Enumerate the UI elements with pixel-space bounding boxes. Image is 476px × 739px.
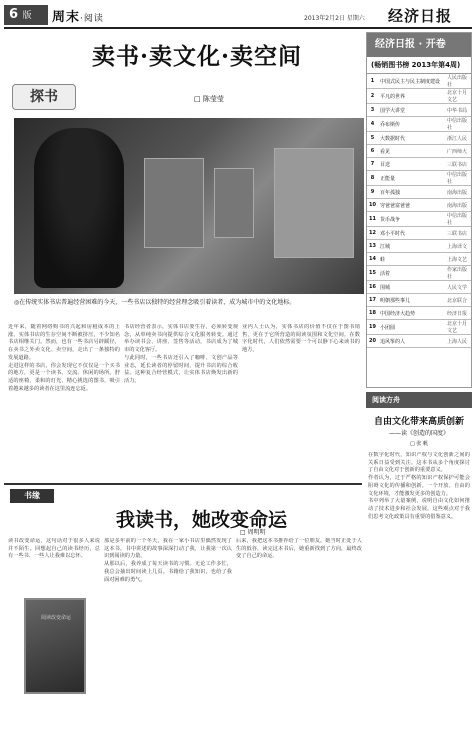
publisher: 人民文学 xyxy=(445,281,471,294)
rank-number: 12 xyxy=(367,227,378,240)
publisher: 三联书店 xyxy=(445,158,471,171)
publisher: 上海文艺 xyxy=(445,253,471,266)
article2-column xyxy=(104,538,232,734)
paragraph: 读书改变命运，这句话对于很多人来说并不陌生。回想起自己的读书经历，总有一些书、一些人让我难以忘怀。 xyxy=(8,538,100,560)
book-title: 活着 xyxy=(378,266,445,281)
ranking-row xyxy=(367,117,471,132)
page-header xyxy=(4,3,472,29)
book-title: 乔布斯传 xyxy=(378,117,445,132)
rank-number: 20 xyxy=(367,335,378,348)
ranking-row xyxy=(367,89,471,104)
paragraph: 在数字化时代，知识产权与文化创新之间的关系日益受到关注。这本书从多个角度探讨了自由文化对于创新的重要意义。 xyxy=(368,452,470,474)
article1-column xyxy=(242,324,360,480)
book-title: 中国式民主与民主制度建设 xyxy=(378,74,445,89)
rank-number: 14 xyxy=(367,253,378,266)
ranking-row xyxy=(367,266,471,281)
ranking-row xyxy=(367,307,471,320)
right-article-title: 自由文化带来高质创新 xyxy=(373,417,464,427)
book-title: 看见 xyxy=(378,145,445,158)
book-title: 邓小平时代 xyxy=(378,227,445,240)
right-article-body xyxy=(368,452,470,734)
sidebar-header: 经济日报 · 开卷 xyxy=(367,33,471,57)
rank-number: 13 xyxy=(367,240,378,253)
bestseller-sidebar xyxy=(366,32,472,388)
page-number-badge xyxy=(4,5,48,25)
publisher: 广西师大 xyxy=(445,145,471,158)
ranking-row xyxy=(367,145,471,158)
book-cover-image xyxy=(24,598,86,694)
rank-number: 3 xyxy=(367,104,378,117)
paragraph: 作者认为，过于严格的知识产权保护可能会阻碍文化的传播和创新。一个开放、自由的文化环境，才能激发更多的创造力。 xyxy=(368,475,470,497)
sidebar-subheader: (畅销图书榜 2013年第4周) xyxy=(367,57,471,74)
publisher: 南海出版 xyxy=(445,199,471,212)
rank-number: 15 xyxy=(367,266,378,281)
publisher: 经济日报 xyxy=(445,307,471,320)
book-title: 百年孤独 xyxy=(378,186,445,199)
issue-date: 2013年2月2日 星期六 xyxy=(304,15,365,22)
section-sub: ·阅读 xyxy=(80,14,104,24)
column-label: 探书 xyxy=(12,84,76,110)
publisher: 人民出版社 xyxy=(445,74,471,89)
ranking-row xyxy=(367,240,471,253)
section-name: 周末 xyxy=(52,10,81,25)
paragraph: 书中列举了大量案例，说明自由文化如何推动了技术进步和社会发展。这些观点对于我们思考文化政策具有重要的借鉴意义。 xyxy=(368,498,470,520)
right-article-subtitle: ——读《创造的国度》 xyxy=(388,430,449,437)
book-title: 围城 xyxy=(378,281,445,294)
book-title: 追风筝的人 xyxy=(378,335,445,348)
paragraph: 近年来，随着网络购书的兴起和房租成本的上涨，实体书店的生存空间不断被挤压，不少知名书店相继关门。然而，也有一些书店另辟蹊径，在卖书之外卖文化、卖空间，走出了一条独特的发展道路。 xyxy=(8,324,120,361)
book-title: 大数据时代 xyxy=(378,132,445,145)
ranking-row xyxy=(367,186,471,199)
ranking-row xyxy=(367,281,471,294)
article1-column xyxy=(124,324,238,480)
right-column-header: 阅读方舟 xyxy=(366,392,472,408)
rank-number: 5 xyxy=(367,132,378,145)
rank-number: 16 xyxy=(367,281,378,294)
paragraph: 业内人士认为，实体书店的价值不仅在于图书销售，更在于它所营造的阅读氛围和文化空间。在数字化时代，人们依然需要一个可以静下心来读书的地方。 xyxy=(242,324,360,354)
rank-number: 11 xyxy=(367,212,378,227)
publisher: 中信出版社 xyxy=(445,171,471,186)
book-title: 江城 xyxy=(378,240,445,253)
rank-number: 7 xyxy=(367,158,378,171)
book-title: 明朝那些事儿 xyxy=(378,294,445,307)
publisher: 北京十月文艺 xyxy=(445,89,471,104)
publisher: 上海译文 xyxy=(445,240,471,253)
section-title xyxy=(52,6,104,25)
right-article-author: □ 张 帆 xyxy=(410,441,428,447)
publisher: 作家出版社 xyxy=(445,266,471,281)
book-title: 货币战争 xyxy=(378,212,445,227)
rank-number: 6 xyxy=(367,145,378,158)
article1-title: 卖书·卖文化·卖空间 xyxy=(92,43,303,70)
publisher: 浙江人民 xyxy=(445,132,471,145)
article1-header xyxy=(4,32,362,322)
book-title: 正能量 xyxy=(378,171,445,186)
paragraph: 那是多年前的一个冬天，我在一家小书店里偶然发现了这本书。书中讲述的故事深深打动了我，让我第一次认识到阅读的力量。 xyxy=(104,538,232,560)
bookshelf xyxy=(144,158,204,248)
publisher: 三联书店 xyxy=(445,227,471,240)
ranking-row xyxy=(367,294,471,307)
paragraph: 从那以后，我养成了每天读书的习惯。无论工作多忙，我总会抽出时间读上几页。书籍给了我知识，也给了我面对困难的勇气。 xyxy=(104,561,232,583)
rank-number: 2 xyxy=(367,89,378,104)
ranking-row xyxy=(367,158,471,171)
paper-name: 经济日报 xyxy=(388,7,453,25)
ranking-row xyxy=(367,320,471,335)
article1-author: □ 陈莹莹 xyxy=(194,95,224,103)
publisher: 北京联合 xyxy=(445,294,471,307)
bookstore-photo xyxy=(14,118,364,294)
article1-column xyxy=(8,324,120,480)
page-number: 6 xyxy=(9,7,19,22)
publisher: 北京十月文艺 xyxy=(445,320,471,335)
bookshelf xyxy=(274,148,354,258)
publisher: 中信出版社 xyxy=(445,117,471,132)
rank-number: 1 xyxy=(367,74,378,89)
publisher: 中华书局 xyxy=(445,104,471,117)
rank-number: 8 xyxy=(367,171,378,186)
book-title: 国学大讲堂 xyxy=(378,104,445,117)
article2-author: □ 周明明 xyxy=(240,529,266,536)
book-title: 蛙 xyxy=(378,253,445,266)
book-title: 平凡的世界 xyxy=(378,89,445,104)
ranking-row xyxy=(367,132,471,145)
paragraph: 与此同时，一些书店还引入了咖啡、文创产品等业态，延长读者的停留时间，提升书店的综合收益。这种复合经营模式，让实体书店焕发出新的活力。 xyxy=(124,354,238,384)
photo-caption: ◎在传统实体书店普遍经营困难的今天，一些书店以独特的经营理念吸引着读者，成为城市中的文化地标。 xyxy=(14,299,296,306)
thinker-statue xyxy=(34,128,124,288)
publisher: 南海出版 xyxy=(445,186,471,199)
article2-label: 书缘 xyxy=(10,489,54,503)
ranking-row xyxy=(367,171,471,186)
rank-number: 19 xyxy=(367,320,378,335)
rank-number: 9 xyxy=(367,186,378,199)
ranking-row xyxy=(367,74,471,89)
bookshelf xyxy=(214,168,254,238)
publisher: 中信出版社 xyxy=(445,212,471,227)
publisher: 上海人民 xyxy=(445,335,471,348)
article2-title: 我读书，她改变命运 xyxy=(116,509,288,531)
rank-number: 17 xyxy=(367,294,378,307)
article2-header xyxy=(4,483,362,536)
rank-number: 10 xyxy=(367,199,378,212)
article2-column xyxy=(236,538,362,734)
ranking-row xyxy=(367,199,471,212)
book-cover-title: 阅读改变命运 xyxy=(40,615,71,621)
page-suffix: 版 xyxy=(22,11,32,21)
paragraph: 书店经营者表示，实体书店要生存，必须转变观念，从单纯卖书向提供综合文化服务转变。通过举办读书会、讲座、签售等活动，书店成为了城市的文化客厅。 xyxy=(124,324,238,354)
ranking-row xyxy=(367,335,471,348)
book-title: 中国经济大趋势 xyxy=(378,307,445,320)
article2-column xyxy=(8,538,100,594)
ranking-row xyxy=(367,104,471,117)
rank-number: 4 xyxy=(367,117,378,132)
book-title: 目送 xyxy=(378,158,445,171)
paragraph: 走进这样的书店，你会发现它不仅仅是一个买书的地方，更是一个读书、交流、休闲的场所。舒适的座椅、柔和的灯光、精心挑选的图书，吸引着越来越多的读者在这里流连忘返。 xyxy=(8,362,120,392)
rank-number: 18 xyxy=(367,307,378,320)
ranking-row xyxy=(367,253,471,266)
ranking-row xyxy=(367,212,471,227)
ranking-table xyxy=(367,74,471,348)
book-title: 穷爸爸富爸爸 xyxy=(378,199,445,212)
paragraph: 后来，我把这本书推荐给了一位朋友。她当时正处于人生的低谷，读完这本书后，她重新找到了方向，最终改变了自己的命运。 xyxy=(236,538,362,560)
book-title: 小团圆 xyxy=(378,320,445,335)
ranking-row xyxy=(367,227,471,240)
